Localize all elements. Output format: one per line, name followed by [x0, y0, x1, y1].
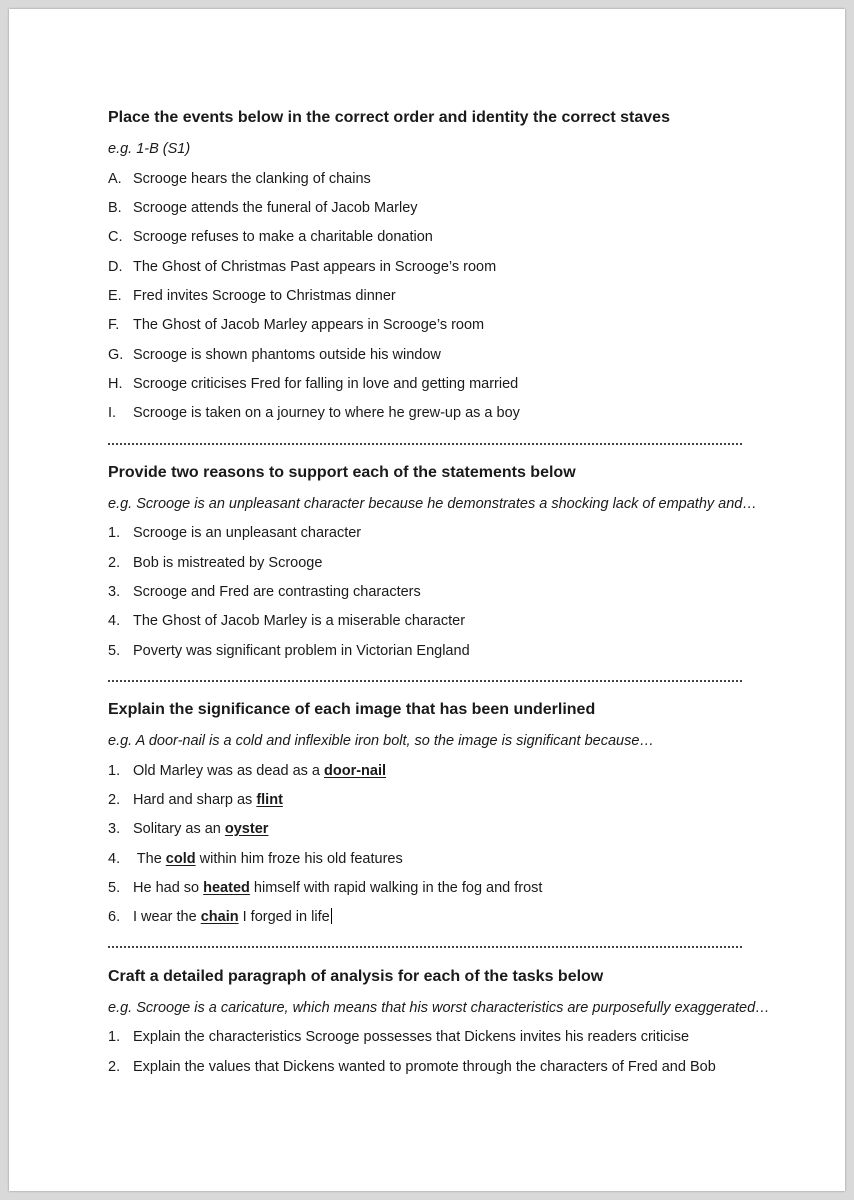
list-item: B. Scrooge attends the funeral of Jacob Marley: [108, 200, 418, 216]
section3-example: e.g. A door-nail is a cold and inflexible iron bolt, so the image is significant because…: [108, 733, 654, 749]
section4-example: e.g. Scrooge is a caricature, which means that his worst characteristics are purposefully exaggerated…: [108, 1000, 770, 1016]
list-item: 1. Explain the characteristics Scrooge possesses that Dickens invites his readers criticise: [108, 1029, 690, 1045]
list-item: 6. I wear the chain I forged in life: [108, 909, 330, 925]
underlined-image-word: chain: [200, 909, 239, 925]
list-item: 1. Scrooge is an unpleasant character: [108, 525, 362, 541]
section2-example: e.g. Scrooge is an unpleasant character because he demonstrates a shocking lack of empathy and…: [108, 496, 757, 512]
underlined-image-word: oyster: [224, 821, 269, 837]
list-item: C. Scrooge refuses to make a charitable donation: [108, 229, 433, 245]
list-item: 3. Scrooge and Fred are contrasting characters: [108, 584, 421, 600]
list-item: D. The Ghost of Christmas Past appears in Scrooge’s room: [108, 259, 497, 275]
list-item: G. Scrooge is shown phantoms outside his window: [108, 347, 441, 363]
list-item: 3. Solitary as an oyster: [108, 821, 269, 837]
document-body[interactable]: [9, 9, 845, 1191]
list-item: 2. Explain the values that Dickens wanted to promote through the characters of Fred and Bob: [108, 1059, 716, 1075]
dotted-divider: [108, 946, 742, 948]
list-item: 1. Old Marley was as dead as a door-nail: [108, 763, 387, 779]
dotted-divider: [108, 680, 742, 682]
list-item: 4. The Ghost of Jacob Marley is a miserable character: [108, 613, 466, 629]
section2-heading: Provide two reasons to support each of the statements below: [108, 464, 576, 481]
section1-example: e.g. 1-B (S1): [108, 141, 191, 157]
list-item: A. Scrooge hears the clanking of chains: [108, 171, 371, 187]
list-item: 4. The cold within him froze his old features: [108, 851, 403, 867]
text-cursor: [331, 908, 332, 924]
section4-heading: Craft a detailed paragraph of analysis for each of the tasks below: [108, 968, 604, 985]
list-item: E. Fred invites Scrooge to Christmas dinner: [108, 288, 396, 304]
section1-heading: Place the events below in the correct order and identity the correct staves: [108, 109, 670, 126]
dotted-divider: [108, 443, 742, 445]
list-item: H. Scrooge criticises Fred for falling in love and getting married: [108, 376, 519, 392]
underlined-image-word: heated: [203, 880, 250, 896]
list-item: 2. Bob is mistreated by Scrooge: [108, 555, 323, 571]
list-item: F. The Ghost of Jacob Marley appears in Scrooge’s room: [108, 317, 485, 333]
list-item: I. Scrooge is taken on a journey to where he grew-up as a boy: [108, 405, 520, 421]
underlined-image-word: door-nail: [324, 763, 387, 779]
section3-heading: Explain the significance of each image that has been underlined: [108, 701, 596, 718]
list-item: 5. Poverty was significant problem in Victorian England: [108, 643, 470, 659]
list-item: 2. Hard and sharp as flint: [108, 792, 283, 808]
document-page: [9, 9, 845, 1191]
underlined-image-word: flint: [256, 792, 283, 808]
list-item: 5. He had so heated himself with rapid walking in the fog and frost: [108, 880, 543, 896]
underlined-image-word: cold: [165, 851, 196, 867]
